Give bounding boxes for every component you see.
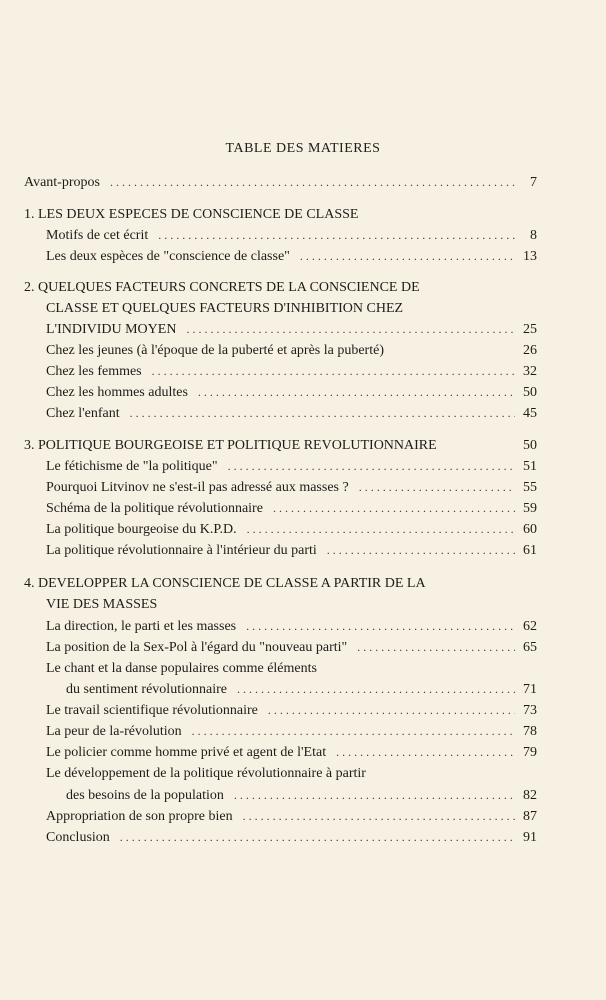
toc-page-number: 25	[523, 322, 537, 337]
toc-entry	[46, 637, 537, 658]
toc-entry	[46, 498, 537, 519]
dot-leader	[247, 519, 515, 540]
toc-page-number: 91	[523, 830, 537, 845]
toc-page-number: 79	[523, 745, 537, 760]
toc-entry-title: Appropriation de son propre bien	[46, 809, 233, 824]
toc-page-number: 51	[523, 459, 537, 474]
dot-leader	[359, 477, 515, 498]
toc-entry-title: Schéma de la politique révolutionnaire	[46, 501, 263, 516]
toc-page-number: 82	[523, 788, 537, 803]
toc-entry	[46, 742, 537, 763]
toc-entry-title: Conclusion	[46, 830, 110, 845]
toc-entry-title: des besoins de la population	[66, 788, 224, 803]
toc-entry-title: 1. LES DEUX ESPECES DE CONSCIENCE DE CLASSE	[24, 207, 359, 222]
toc-entry	[46, 456, 537, 477]
toc-entry-title: Avant-propos	[24, 175, 100, 190]
toc-entry-title: 3. POLITIQUE BOURGEOISE ET POLITIQUE REVOLUTIONNAIRE	[24, 438, 437, 453]
toc-entry	[46, 246, 537, 267]
toc-title: TABLE DES MATIERES	[225, 141, 381, 156]
toc-entry-title: 2. QUELQUES FACTEURS CONCRETS DE LA CONSCIENCE DE	[24, 280, 420, 295]
toc-entry	[46, 298, 537, 319]
toc-page-number: 55	[523, 480, 537, 495]
toc-page-number: 78	[523, 724, 537, 739]
toc-entry-title: La politique révolutionnaire à l'intérieur du parti	[46, 543, 317, 558]
toc-entry	[46, 806, 537, 827]
toc-entry	[46, 827, 537, 848]
toc-entry	[66, 785, 537, 806]
dot-leader	[152, 361, 515, 382]
toc-entry	[24, 204, 537, 225]
toc-entry	[66, 679, 537, 700]
toc-page-number: 26	[523, 343, 537, 358]
dot-leader	[198, 382, 515, 403]
toc-page-number: 8	[530, 228, 537, 243]
toc-entry	[24, 277, 537, 298]
toc-page-number: 13	[523, 249, 537, 264]
dot-leader	[130, 403, 515, 424]
toc-entry-title: CLASSE ET QUELQUES FACTEURS D'INHIBITION CHEZ	[46, 301, 404, 316]
toc-entry-title: Le chant et la danse populaires comme éléments	[46, 661, 317, 676]
dot-leader	[336, 742, 515, 763]
toc-entry-title: Le policier comme homme privé et agent de l'Etat	[46, 745, 327, 760]
toc-entry	[24, 435, 537, 456]
toc-page-number: 59	[523, 501, 537, 516]
toc-page-number: 73	[523, 703, 537, 718]
toc-page-number: 50	[523, 438, 537, 453]
dot-leader	[158, 225, 515, 246]
dot-leader	[110, 172, 515, 193]
toc-entry-title: Les deux espèces de "conscience de classe"	[46, 249, 290, 264]
toc-entry-title: 4. DEVELOPPER LA CONSCIENCE DE CLASSE A PARTIR DE LA	[24, 576, 426, 591]
dot-leader	[228, 456, 515, 477]
dot-leader	[273, 498, 515, 519]
toc-entry	[46, 700, 537, 721]
dot-leader	[357, 637, 515, 658]
toc-entry-title: La politique bourgeoise du K.P.D.	[46, 522, 237, 537]
dot-leader	[246, 616, 515, 637]
toc-entry	[46, 361, 537, 382]
toc-entry	[46, 594, 537, 615]
toc-page-number: 60	[523, 522, 537, 537]
dot-leader	[192, 721, 515, 742]
toc-entry-title: Motifs de cet écrit	[46, 228, 149, 243]
toc-entry-title: Le travail scientifique révolutionnaire	[46, 703, 258, 718]
toc-entry	[46, 225, 537, 246]
toc-entry	[46, 763, 537, 784]
toc-page-number: 87	[523, 809, 537, 824]
toc-entry-title: Le fétichisme de "la politique"	[46, 459, 218, 474]
toc-entry	[46, 340, 537, 361]
toc-entry-title: L'INDIVIDU MOYEN	[46, 322, 177, 337]
dot-leader	[300, 246, 515, 267]
toc-entry	[46, 403, 537, 424]
toc-entry-title: Chez les femmes	[46, 364, 142, 379]
dot-leader	[237, 679, 515, 700]
toc-entry	[46, 477, 537, 498]
toc-entry-title: Le développement de la politique révolutionnaire à partir	[46, 766, 366, 781]
toc-page-number: 65	[523, 640, 537, 655]
toc-entry-title: Chez les hommes adultes	[46, 385, 188, 400]
toc-page-number: 45	[523, 406, 537, 421]
toc-entry	[24, 172, 537, 193]
dot-leader	[327, 540, 515, 561]
dot-leader	[186, 319, 515, 340]
dot-leader	[234, 785, 515, 806]
toc-entry-title: Chez l'enfant	[46, 406, 120, 421]
toc-entry-title: VIE DES MASSES	[46, 597, 158, 612]
toc-entry	[46, 382, 537, 403]
toc-entry	[46, 616, 537, 637]
toc-page-number: 50	[523, 385, 537, 400]
toc-entry-title: La direction, le parti et les masses	[46, 619, 237, 634]
toc-entry-title: Pourquoi Litvinov ne s'est-il pas adressé aux masses ?	[46, 480, 349, 495]
dot-leader	[120, 827, 515, 848]
toc-entry-title: La position de la Sex-Pol à l'égard du "nouveau parti"	[46, 640, 348, 655]
toc-entry-title: du sentiment révolutionnaire	[66, 682, 227, 697]
toc-entry-title: Chez les jeunes (à l'époque de la puberté et après la puberté)	[46, 343, 384, 358]
toc-entry	[46, 519, 537, 540]
toc-entry	[46, 658, 537, 679]
toc-entry	[46, 540, 537, 561]
dot-leader	[268, 700, 515, 721]
toc-entry-title: La peur de la-révolution	[46, 724, 182, 739]
toc-page-number: 62	[523, 619, 537, 634]
toc-entry	[46, 319, 537, 340]
dot-leader	[243, 806, 515, 827]
toc-entry	[46, 721, 537, 742]
toc-page-number: 71	[523, 682, 537, 697]
toc-page-number: 61	[523, 543, 537, 558]
toc-page-number: 7	[530, 175, 537, 190]
toc-page-number: 32	[523, 364, 537, 379]
toc-entry	[24, 573, 537, 594]
